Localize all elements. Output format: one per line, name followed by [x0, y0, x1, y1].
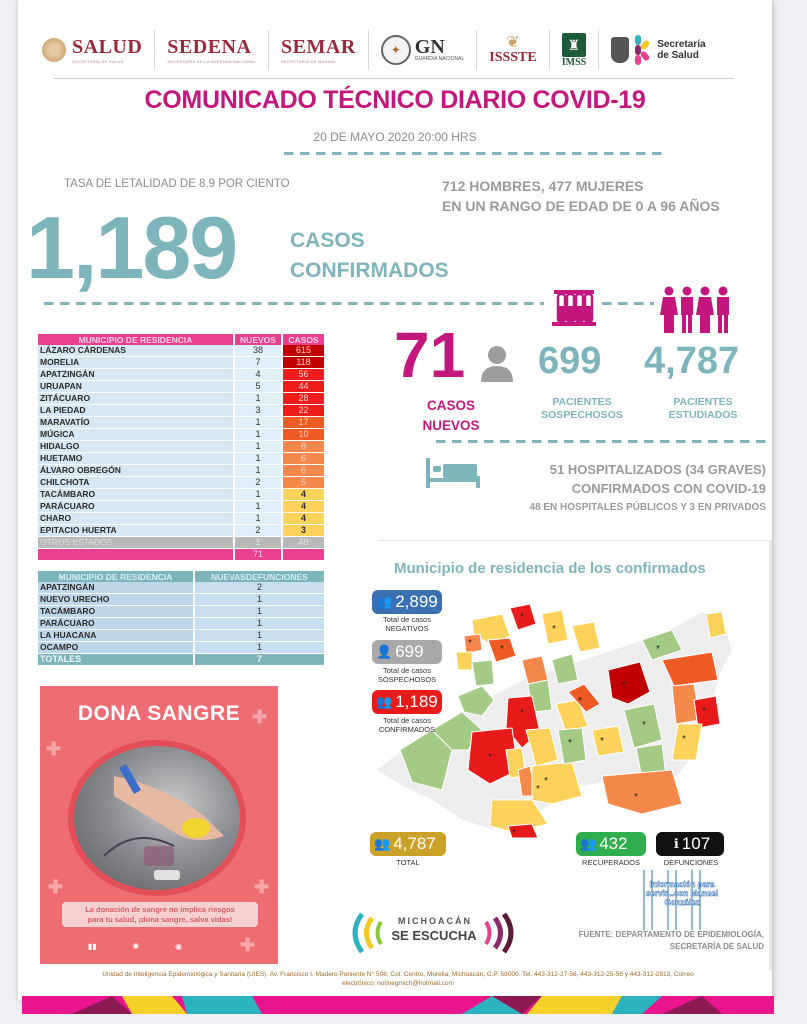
- svg-text:*: *: [512, 828, 516, 839]
- municipio-cell: EPITACIO HUERTA: [38, 525, 234, 537]
- nuevos-cell: 1: [234, 393, 282, 405]
- svg-text:*: *: [682, 734, 686, 745]
- page-title: COMUNICADO TÉCNICO DIARIO COVID-19: [144, 86, 646, 114]
- table-row: [38, 393, 324, 405]
- col-header-municipio: MUNICIPIO DE RESIDENCIA: [38, 334, 234, 345]
- nuevos-cell: 1: [234, 501, 282, 513]
- people-icon: 👥: [376, 694, 393, 709]
- se-escucha-text: SE ESCUCHA: [391, 928, 477, 943]
- cases-by-municipality-table: [38, 334, 324, 561]
- table-row: [38, 465, 324, 477]
- svg-text:*: *: [544, 776, 548, 787]
- uies-contact: Unidad de Inteligencia Epidemiológica y Sanitaria (UIES). Av. Francisco I. Madero Poniente N° 508, Col. Centro, Morelia, Michoacán, C.P. 58000. Tel. 443-312-27-56, 443-312-25-56 y 443-312-2813, Correo electrónico: notinegmich@hotmail.com: [102, 971, 694, 987]
- michoacan-text: MICHOACÁN: [398, 916, 472, 926]
- svg-text:*: *: [520, 612, 524, 623]
- deaths-badge: ℹ 107: [656, 832, 724, 856]
- casos-cell: 4: [282, 513, 324, 525]
- municipio-cell: NUEVO URECHO: [38, 594, 194, 606]
- recovered-badge: 👥 432: [576, 832, 646, 856]
- deaths-caption: DEFUNCIONES: [663, 858, 719, 867]
- defunciones-cell: 1: [194, 642, 324, 654]
- table-row: [38, 453, 324, 465]
- nuevos-cell: 1: [234, 489, 282, 501]
- col-header-municipio: MUNICIPIO DE RESIDENCIA: [38, 571, 194, 582]
- nuevos-cell: 5: [234, 381, 282, 393]
- casos-cell: 3: [282, 525, 324, 537]
- table-row: [38, 489, 324, 501]
- negatives-caption: Total de casos NEGATIVOS: [383, 615, 431, 633]
- casos-cell: 615: [282, 345, 324, 357]
- casos-cell: 5: [282, 477, 324, 489]
- donate-blood-ad: [40, 686, 278, 964]
- table-row: [38, 369, 324, 381]
- table-row: [38, 357, 324, 369]
- dashed-divider: [44, 302, 544, 305]
- casos-cell: 4: [282, 489, 324, 501]
- confirmed-badge: 👥 1,189: [372, 690, 442, 714]
- header-divider: [54, 78, 734, 79]
- hospitalized-summary: 51 HOSPITALIZADOS (34 GRAVES) CONFIRMADOS CON COVID-19: [549, 462, 766, 496]
- table-row: [38, 642, 324, 654]
- cases-table-panel: [38, 334, 324, 666]
- confirmed-total: 1,189: [26, 198, 237, 297]
- municipio-cell: MORELIA: [38, 357, 234, 369]
- nuevos-cell: 7: [234, 357, 282, 369]
- lethality-rate: TASA DE LETALIDAD DE 8.9 POR CIENTO: [64, 178, 290, 190]
- nuevos-cell: 2: [234, 477, 282, 489]
- new-cases-label: CASOS NUEVOS: [422, 398, 480, 433]
- confirmed-caption: Total de casos CONFIRMADOS: [378, 716, 436, 734]
- nuevos-cell: 3: [234, 405, 282, 417]
- svg-text:*: *: [634, 792, 638, 803]
- nuevos-cell: 38: [234, 345, 282, 357]
- casos-cell: 4: [282, 501, 324, 513]
- municipio-cell: HIDALGO: [38, 441, 234, 453]
- table-row-other-states: [38, 537, 324, 549]
- ad-message: La donación de sangre no implica riesgos para tu salud, ¡dona sangre, salva vidas!: [62, 902, 258, 927]
- total-label-cell: [38, 549, 234, 561]
- svg-text:*: *: [468, 638, 472, 649]
- casos-cell: 22: [282, 405, 324, 417]
- municipio-cell: ÁLVARO OBREGÓN: [38, 465, 234, 477]
- table-row: [38, 582, 324, 594]
- decorative-footer-band: [22, 996, 774, 1014]
- svg-text:*: *: [622, 680, 626, 691]
- municipio-cell: MARAVATÍO: [38, 417, 234, 429]
- ad-sponsor-logos: [70, 942, 200, 951]
- casos-cell: 56: [282, 369, 324, 381]
- suspected-caption: Total de casos SOSPECHOSOS: [377, 666, 437, 684]
- new-cases-count: 71: [394, 319, 466, 391]
- table-row: [38, 618, 324, 630]
- confirmed-label: CASOS CONFIRMADOS: [290, 229, 449, 282]
- suspected-label: PACIENTES SOSPECHOSOS: [541, 396, 623, 421]
- people-group-icon: [660, 286, 734, 339]
- municipio-cell: CHILCHOTA: [38, 477, 234, 489]
- municipio-cell: PARÁCUARO: [38, 501, 234, 513]
- logo-salud: SALUD SECRETARÍA DE SALUD: [30, 30, 155, 70]
- logo-imss: ♜ IMSS: [550, 30, 599, 70]
- defunciones-cell: 1: [194, 606, 324, 618]
- municipio-cell: LÁZARO CÁRDENAS: [38, 345, 234, 357]
- people-icon: 👥: [374, 836, 391, 851]
- defunciones-cell: 1: [194, 630, 324, 642]
- table-row-total: [38, 549, 324, 561]
- logo-sedena: SEDENA SECRETARÍA DE LA DEFENSA NACIONAL: [155, 30, 269, 70]
- defunciones-cell: 1: [194, 618, 324, 630]
- total-label-cell: TOTALES: [38, 654, 194, 666]
- svg-text:*: *: [552, 624, 556, 635]
- municipio-cell: APATZINGÁN: [38, 369, 234, 381]
- svg-text:*: *: [568, 738, 572, 749]
- demographics: 712 HOMBRES, 477 MUJERES EN UN RANGO DE EDAD DE 0 A 96 AÑOS: [442, 178, 720, 214]
- table-row: [38, 417, 324, 429]
- table-row: [38, 513, 324, 525]
- hospital-bed-icon: [426, 458, 480, 493]
- col-header-nuevos: NUEVOS: [234, 334, 282, 345]
- nuevos-cell: 1: [234, 465, 282, 477]
- imss-emblem-icon: ♜: [562, 33, 586, 57]
- municipio-cell: ZITÁCUARO: [38, 393, 234, 405]
- casos-cell: 6: [282, 465, 324, 477]
- person-icon: ℹ: [673, 836, 679, 851]
- svg-text:*: *: [600, 736, 604, 747]
- table-row-total: [38, 654, 324, 666]
- nuevos-cell: 1: [234, 429, 282, 441]
- municipio-cell: MÚGICA: [38, 429, 234, 441]
- casos-cell: 17: [282, 417, 324, 429]
- suspected-badge: 👤 699: [372, 640, 442, 664]
- nuevos-cell: 1: [234, 513, 282, 525]
- watermark-text: Información para servir...con Manuel González: [645, 880, 719, 907]
- cross-icon: ✚: [254, 877, 270, 897]
- svg-text:*: *: [520, 708, 524, 719]
- cross-icon: ✚: [240, 935, 256, 955]
- municipio-cell: URUAPAN: [38, 381, 234, 393]
- total-caption: TOTAL: [396, 858, 420, 867]
- studied-label: PACIENTES ESTUDIADOS: [668, 396, 738, 421]
- svg-text:*: *: [536, 784, 540, 795]
- nuevos-cell: 1: [234, 441, 282, 453]
- suspected-count: 699: [538, 340, 602, 382]
- people-icon: 👥: [376, 594, 393, 609]
- casos-cell: 44: [282, 381, 324, 393]
- total-casos-cell: [282, 549, 324, 561]
- municipio-cell: OTROS ESTADOS: [38, 537, 234, 549]
- logo-gn: ✦ GN GUARDIA NACIONAL: [369, 30, 477, 70]
- bulletin-page: [18, 0, 772, 1000]
- cross-icon: ✚: [46, 739, 62, 759]
- logo-semar: SEMAR SECRETARÍA DE MARINA: [269, 30, 369, 70]
- logo-row: [30, 28, 770, 72]
- person-icon: 👤: [376, 644, 393, 659]
- deaths-by-municipality-table: [38, 571, 324, 666]
- dashed-divider: [602, 302, 654, 305]
- nuevos-cell: 1: [234, 537, 282, 549]
- k-brand-icon: [635, 35, 651, 65]
- dashed-divider: [436, 440, 772, 443]
- total-nuevos-cell: 71: [234, 549, 282, 561]
- municipio-cell: TACÁMBARO: [38, 606, 194, 618]
- test-tubes-icon: [552, 286, 596, 335]
- sponsor-logo-icon: ✺: [132, 942, 140, 951]
- table-row: [38, 525, 324, 537]
- eagle-seal-icon: ✦: [381, 35, 411, 65]
- defunciones-cell: 2: [194, 582, 324, 594]
- casos-cell: 6: [282, 453, 324, 465]
- table-row: [38, 630, 324, 642]
- svg-text:*: *: [656, 644, 660, 655]
- table-row: [38, 606, 324, 618]
- table-row: [38, 594, 324, 606]
- table-row: [38, 429, 324, 441]
- people-icon: 👥: [580, 836, 597, 851]
- table-row: [38, 441, 324, 453]
- negatives-badge: 👥 2,899: [372, 590, 442, 614]
- nuevos-cell: 4: [234, 369, 282, 381]
- municipio-cell: CHARO: [38, 513, 234, 525]
- report-date: 20 DE MAYO 2020 20:00 HRS: [313, 130, 477, 144]
- table-row: [38, 345, 324, 357]
- total-badge: 👥 4,787: [370, 832, 446, 856]
- col-header-casos: CASOS: [282, 334, 324, 345]
- casos-cell: 8: [282, 441, 324, 453]
- municipio-cell: APATZINGÁN: [38, 582, 194, 594]
- municipio-cell: HUETAMO: [38, 453, 234, 465]
- map-title: Municipio de residencia de los confirmados: [394, 560, 706, 577]
- casos-cell: 40: [282, 537, 324, 549]
- logo-secretaria-salud-michoacan: Secretaría de Salud: [599, 30, 717, 70]
- nuevos-cell: 2: [234, 525, 282, 537]
- svg-text:*: *: [642, 720, 646, 731]
- sponsor-logo-icon: ▮▮: [87, 942, 97, 951]
- salud-seal-icon: [42, 38, 66, 62]
- ad-title: DONA SANGRE: [77, 702, 241, 725]
- municipio-cell: PARÁCUARO: [38, 618, 194, 630]
- svg-text:*: *: [578, 696, 582, 707]
- source-note: FUENTE: DEPARTAMENTO DE EPIDEMIOLOGÍA, SECRETARÍA DE SALUD: [578, 930, 764, 951]
- total-value-cell: 7: [194, 654, 324, 666]
- table-row: [38, 501, 324, 513]
- recovered-caption: RECUPERADOS: [582, 858, 640, 867]
- blood-donation-photo: [68, 740, 246, 896]
- issste-emblem-icon: ❦: [506, 34, 520, 51]
- casos-cell: 28: [282, 393, 324, 405]
- sponsor-logo-icon: ◉: [175, 942, 183, 951]
- municipio-cell: LA PIEDAD: [38, 405, 234, 417]
- nuevos-cell: 1: [234, 417, 282, 429]
- cross-icon: ✚: [252, 707, 268, 727]
- cross-icon: ✚: [48, 877, 64, 897]
- person-icon: [480, 344, 514, 382]
- svg-text:*: *: [702, 706, 706, 717]
- nuevos-cell: 1: [234, 453, 282, 465]
- table-row: [38, 381, 324, 393]
- municipio-cell: TACÁMBARO: [38, 489, 234, 501]
- col-header-defunciones: NUEVASDEFUNCIONES: [194, 571, 324, 582]
- studied-count: 4,787: [644, 340, 740, 382]
- table-row: [38, 405, 324, 417]
- dashed-divider: [284, 152, 664, 155]
- casos-cell: 118: [282, 357, 324, 369]
- svg-text:*: *: [500, 644, 504, 655]
- hospital-breakdown: 48 EN HOSPITALES PÚBLICOS Y 3 EN PRIVADOS: [529, 502, 766, 513]
- michoacan-shield-icon: [611, 37, 629, 63]
- logo-issste: ❦ ISSSTE: [477, 30, 549, 70]
- defunciones-cell: 1: [194, 594, 324, 606]
- table-row: [38, 477, 324, 489]
- municipio-cell: OCAMPO: [38, 642, 194, 654]
- svg-text:*: *: [488, 752, 492, 763]
- municipio-cell: LA HUACANA: [38, 630, 194, 642]
- casos-cell: 10: [282, 429, 324, 441]
